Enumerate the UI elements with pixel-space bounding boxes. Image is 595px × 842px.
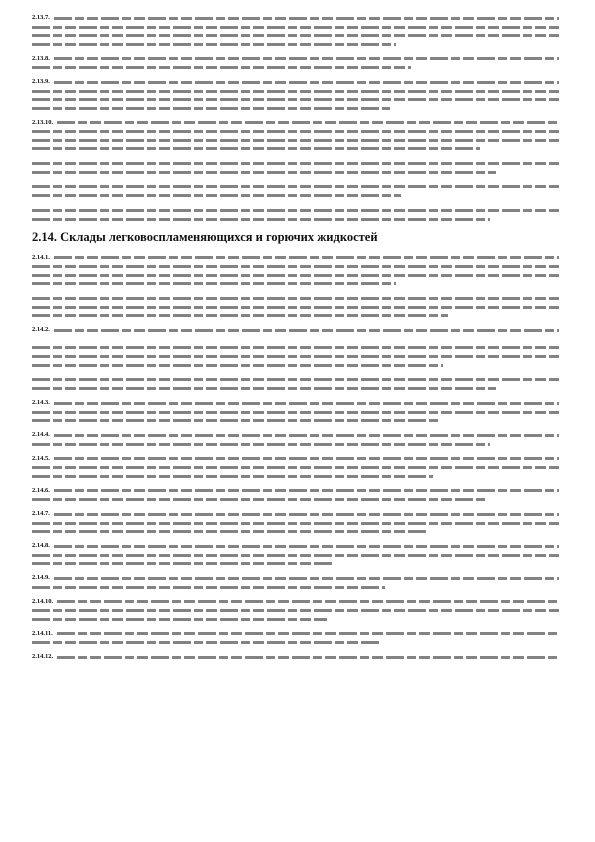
paragraph bbox=[32, 344, 559, 367]
clause-number: 2.14.5. bbox=[32, 454, 50, 462]
paragraph bbox=[32, 574, 559, 589]
paragraph bbox=[32, 630, 559, 645]
illegible-text-line bbox=[57, 121, 559, 124]
illegible-text-line bbox=[32, 314, 448, 317]
illegible-text-line bbox=[32, 171, 496, 174]
paragraph bbox=[32, 206, 559, 221]
illegible-text-line bbox=[32, 147, 480, 150]
paragraph bbox=[32, 598, 559, 621]
illegible-text-line bbox=[32, 498, 485, 501]
paragraph-first-line bbox=[32, 630, 559, 639]
paragraph-first-line bbox=[32, 574, 559, 583]
paragraph-first-line bbox=[32, 487, 559, 496]
illegible-text-line bbox=[32, 139, 559, 142]
paragraph-first-line bbox=[32, 376, 559, 385]
illegible-text-line bbox=[54, 256, 559, 259]
paragraph bbox=[32, 159, 559, 174]
paragraph bbox=[32, 653, 559, 662]
paragraph bbox=[32, 326, 559, 335]
illegible-text-line bbox=[32, 107, 390, 110]
illegible-text-line bbox=[32, 194, 401, 197]
illegible-text-line bbox=[32, 162, 559, 165]
illegible-text-line bbox=[32, 522, 559, 525]
paragraphs-after-section bbox=[32, 254, 559, 662]
clause-number: 2.14.3. bbox=[32, 399, 50, 406]
illegible-text-line bbox=[32, 618, 327, 621]
illegible-text-line bbox=[32, 34, 559, 37]
illegible-text-line bbox=[57, 600, 559, 603]
illegible-text-line bbox=[32, 274, 559, 277]
paragraph-first-line bbox=[32, 183, 559, 192]
illegible-text-line bbox=[32, 378, 559, 381]
paragraph-first-line bbox=[32, 598, 559, 607]
illegible-text-line bbox=[54, 17, 559, 20]
paragraph bbox=[32, 510, 559, 533]
paragraph bbox=[32, 183, 559, 198]
illegible-text-line bbox=[32, 66, 411, 69]
illegible-text-line bbox=[54, 489, 559, 492]
paragraph-first-line bbox=[32, 326, 559, 335]
clause-number: 2.13.8. bbox=[32, 54, 50, 62]
illegible-text-line bbox=[54, 513, 559, 516]
paragraph bbox=[32, 376, 559, 391]
clause-number: 2.14.1. bbox=[32, 253, 50, 261]
clause-number: 2.14.8. bbox=[32, 542, 50, 549]
illegible-text-line bbox=[32, 554, 559, 557]
paragraph bbox=[32, 294, 559, 317]
illegible-text-line bbox=[54, 81, 559, 84]
illegible-text-line bbox=[32, 411, 559, 414]
clause-number: 2.13.7. bbox=[32, 14, 50, 21]
illegible-text-line bbox=[57, 632, 559, 635]
illegible-text-line bbox=[32, 98, 559, 101]
illegible-text-line bbox=[32, 185, 559, 188]
illegible-text-line bbox=[32, 346, 559, 349]
paragraph-first-line bbox=[32, 159, 559, 168]
paragraph-first-line bbox=[32, 78, 559, 87]
illegible-text-line bbox=[54, 545, 559, 548]
paragraph-first-line bbox=[32, 399, 559, 408]
paragraph-first-line bbox=[32, 206, 559, 215]
paragraph-first-line bbox=[32, 542, 559, 551]
illegible-text-line bbox=[32, 297, 559, 300]
paragraph bbox=[32, 399, 559, 422]
illegible-text-line bbox=[32, 387, 496, 390]
illegible-text-line bbox=[32, 90, 559, 93]
paragraphs-before-section bbox=[32, 14, 559, 221]
illegible-text-line bbox=[32, 43, 396, 46]
illegible-text-line bbox=[32, 282, 396, 285]
paragraph bbox=[32, 78, 559, 110]
clause-number: 2.14.11. bbox=[32, 629, 53, 637]
paragraph-first-line bbox=[32, 14, 559, 23]
illegible-text-line bbox=[32, 530, 427, 533]
illegible-text-line bbox=[54, 329, 559, 332]
paragraph bbox=[32, 542, 559, 565]
illegible-text-line bbox=[57, 656, 559, 659]
clause-number: 2.14.12. bbox=[32, 653, 54, 660]
clause-number: 2.13.9. bbox=[32, 78, 50, 85]
paragraph bbox=[32, 119, 559, 151]
illegible-text-line bbox=[54, 57, 559, 60]
illegible-text-line bbox=[32, 355, 559, 358]
paragraph-first-line bbox=[32, 254, 559, 263]
paragraph-first-line bbox=[32, 455, 559, 464]
paragraph bbox=[32, 55, 559, 70]
illegible-text-line bbox=[32, 419, 438, 422]
illegible-text-line bbox=[32, 586, 385, 589]
illegible-text-line bbox=[32, 443, 490, 446]
illegible-text-line bbox=[32, 609, 559, 612]
illegible-text-line bbox=[54, 577, 559, 580]
illegible-text-line bbox=[32, 209, 559, 212]
illegible-text-line bbox=[32, 26, 559, 29]
clause-number: 2.14.4. bbox=[32, 431, 50, 438]
illegible-text-line bbox=[32, 562, 332, 565]
illegible-text-line bbox=[32, 306, 559, 309]
clause-number: 2.14.10. bbox=[32, 597, 54, 605]
paragraph bbox=[32, 14, 559, 46]
paragraph-first-line bbox=[32, 294, 559, 303]
clause-number: 2.13.10. bbox=[32, 118, 54, 126]
illegible-text-line bbox=[32, 466, 559, 469]
illegible-text-line bbox=[32, 130, 559, 133]
illegible-text-line bbox=[54, 434, 559, 437]
paragraph-first-line bbox=[32, 431, 559, 440]
illegible-text-line bbox=[32, 475, 433, 478]
paragraph-first-line bbox=[32, 119, 559, 128]
illegible-text-line bbox=[32, 265, 559, 268]
illegible-text-line bbox=[54, 457, 559, 460]
illegible-text-line bbox=[32, 218, 490, 221]
paragraph-first-line bbox=[32, 344, 559, 353]
paragraph-first-line bbox=[32, 510, 559, 519]
illegible-text-line bbox=[32, 364, 443, 367]
clause-number: 2.14.6. bbox=[32, 486, 50, 494]
section-heading: 2.14. Склады легковоспламеняющихся и горючих жидкостей bbox=[32, 229, 378, 244]
clause-number: 2.14.2. bbox=[32, 326, 50, 333]
clause-number: 2.14.9. bbox=[32, 574, 50, 581]
paragraph bbox=[32, 455, 559, 478]
paragraph bbox=[32, 254, 559, 286]
paragraph bbox=[32, 431, 559, 446]
paragraph bbox=[32, 487, 559, 502]
paragraph-first-line bbox=[32, 55, 559, 64]
clause-number: 2.14.7. bbox=[32, 510, 50, 517]
paragraph-first-line bbox=[32, 653, 559, 662]
illegible-text-line bbox=[32, 641, 380, 644]
illegible-text-line bbox=[54, 402, 559, 405]
